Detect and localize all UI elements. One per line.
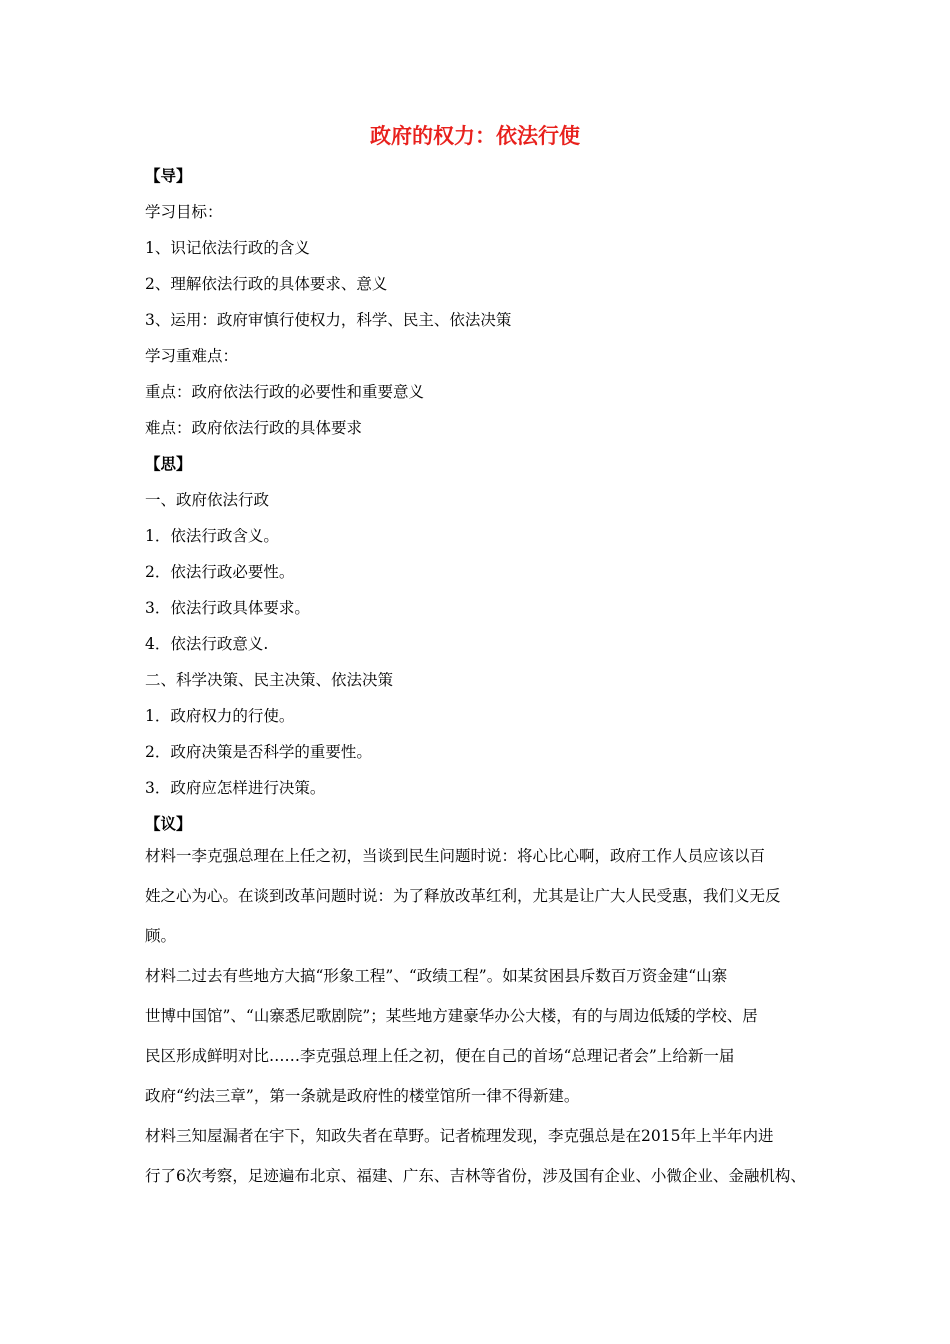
goal-item-2: 2、理解依法行政的具体要求、意义 xyxy=(145,275,388,293)
goal-item-1: 1、识记依法行政的含义 xyxy=(145,239,310,257)
key-point: 重点：政府依法行政的必要性和重要意义 xyxy=(145,383,425,401)
material-3-line-2: 行了6次考察，足迹遍布北京、福建、广东、吉林等省份，涉及国有企业、小微企业、金融机构、 xyxy=(145,1167,806,1185)
part-one-item-2: 2．依法行政必要性。 xyxy=(145,563,295,581)
document-title: 政府的权力：依法行使 xyxy=(370,124,580,148)
material-2-line-2: 世博中国馆”、“山寨悉尼歌剧院”；某些地方建豪华办公大楼，有的与周边低矮的学校、居 xyxy=(145,1007,758,1025)
study-goals-label: 学习目标： xyxy=(145,203,223,221)
part-two-item-1: 1．政府权力的行使。 xyxy=(145,707,295,725)
material-2-line-1: 材料二过去有些地方大搞“形象工程”、“政绩工程”。如某贫困县斥数百万资金建“山寨 xyxy=(145,967,728,985)
part-two-item-3: 3．政府应怎样进行决策。 xyxy=(145,779,326,797)
material-paragraph-3 xyxy=(145,1116,810,1196)
material-1-line-2: 姓之心为心。在谈到改革问题时说：为了释放改革红利，尤其是让广大人民受惠，我们义无反 xyxy=(145,887,781,905)
material-1-line-1: 材料一李克强总理在上任之初，当谈到民生问题时说：将心比心啊，政府工作人员应该以百 xyxy=(145,847,766,865)
goal-item-3: 3、运用：政府审慎行使权力，科学、民主、依法决策 xyxy=(145,311,512,329)
section-heading-si: 【思】 xyxy=(145,454,192,473)
section-heading-yi: 【议】 xyxy=(145,814,192,833)
part-one-item-4: 4．依法行政意义. xyxy=(145,635,269,653)
part-one-item-3: 3．依法行政具体要求。 xyxy=(145,599,310,617)
material-1-line-3: 顾。 xyxy=(145,927,177,945)
part-one-heading: 一、政府依法行政 xyxy=(145,491,270,509)
material-3-line-1: 材料三知屋漏者在宇下，知政失者在草野。记者梳理发现，李克强总是在2015年上半年内进 xyxy=(145,1127,774,1145)
material-2-line-3: 民区形成鲜明对比……李克强总理上任之初，便在自己的首场“总理记者会”上给新一届 xyxy=(145,1047,735,1065)
section-heading-dao: 【导】 xyxy=(145,166,192,185)
key-points-label: 学习重难点： xyxy=(145,347,239,365)
material-paragraph-1 xyxy=(145,836,810,956)
part-one-item-1: 1．依法行政含义。 xyxy=(145,527,279,545)
part-two-item-2: 2．政府决策是否科学的重要性。 xyxy=(145,743,372,761)
part-two-heading: 二、科学决策、民主决策、依法决策 xyxy=(145,671,394,689)
outline-list xyxy=(145,158,825,842)
difficult-point: 难点：政府依法行政的具体要求 xyxy=(145,419,363,437)
material-paragraph-2 xyxy=(145,956,810,1116)
material-2-line-4: 政府“约法三章”，第一条就是政府性的楼堂馆所一律不得新建。 xyxy=(145,1087,580,1105)
